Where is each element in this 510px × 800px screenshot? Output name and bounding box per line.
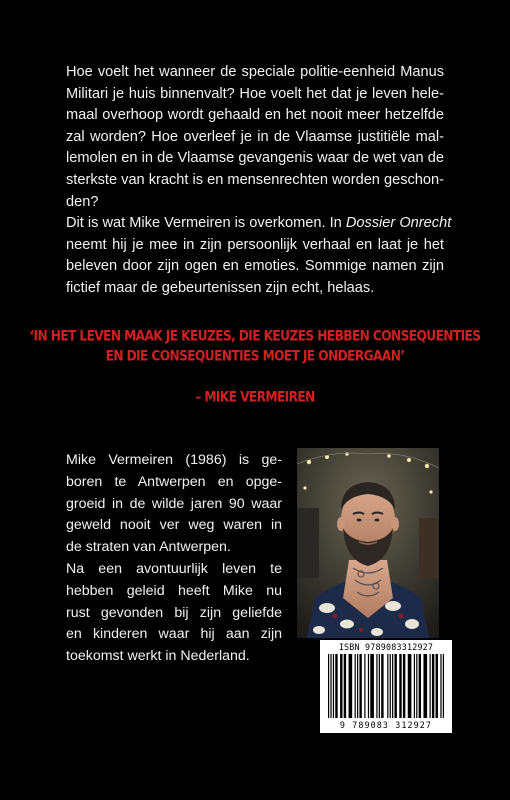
isbn-label: ISBN 9789083312927	[338, 642, 434, 652]
bio-line: geweld nooit ver weg waren in	[66, 517, 282, 534]
barcode-bar	[432, 654, 434, 718]
quote-line: ‘IN HET LEVEN MAAK JE KEUZES, DIE KEUZES HEBBEN CONSEQUENTIES	[29, 327, 481, 345]
intro-line: Militari je huis binnenvalt? Hoe voelt het dat je leven hele-	[66, 85, 444, 102]
bio-line: rust gevonden bij zijn geliefde	[66, 604, 282, 621]
barcode-bar	[330, 654, 331, 718]
barcode-bar	[359, 654, 361, 718]
barcode-bar	[349, 654, 353, 718]
bio-line: toekomst werkt in Nederland.	[66, 648, 250, 665]
intro-line: lemolen en in de Vlaamse gevangenis waar de wet van de	[66, 150, 444, 167]
quote-author: – MIKE VERMEIREN	[195, 388, 315, 406]
intro-line: den?	[66, 193, 99, 210]
barcode-bar	[399, 654, 401, 718]
isbn-barcode	[320, 640, 452, 733]
barcode-bar	[387, 654, 388, 718]
intro-line: sterkste van kracht is en mensenrechten worden geschon-	[66, 171, 445, 188]
story-line	[66, 213, 452, 235]
barcode-bar	[333, 654, 334, 718]
barcode-bar	[408, 654, 412, 718]
story-line: fictief maar de gebeurtenissen zijn echt, helaas.	[66, 279, 375, 296]
book-title: Dossier Onrecht	[345, 215, 452, 231]
bio-line: groeid in de wilde jaren 90 waar	[66, 495, 282, 512]
bio-line: Mike Vermeiren (1986) is ge-	[66, 452, 282, 468]
intro-line: zal worden? Hoe overleef je in de Vlaamse justitiële mal-	[66, 128, 444, 145]
barcode-bar	[443, 654, 444, 718]
bio-line: en kinderen waar hij aan zijn	[66, 626, 282, 643]
barcode-bar	[379, 654, 380, 718]
barcode-bar	[335, 654, 337, 718]
bio-line: hebben geleid heeft Mike nu	[66, 582, 282, 599]
barcode-digits: 9 789083 312927	[339, 720, 433, 730]
barcode-bar	[381, 654, 383, 718]
barcode-bar	[436, 654, 438, 718]
barcode-bar	[392, 654, 393, 718]
intro-paragraph	[66, 62, 444, 213]
bio-line: de straten van Antwerpen.	[66, 539, 231, 556]
author-photo	[297, 448, 439, 638]
barcode-bar	[340, 654, 342, 718]
barcode-bar	[355, 654, 356, 718]
barcode-bar	[370, 654, 374, 718]
bio-line: boren te Antwerpen en opge-	[66, 473, 282, 490]
story-line: neemt hij je mee in zijn persoonlijk verhaal en laat je het	[66, 236, 444, 253]
intro-line: maal overhoop wordt gehaald en het nooit meer hetzelfde	[66, 107, 444, 124]
story-line: beleven door zijn ogen en emoties. Sommige namen zijn	[66, 258, 444, 275]
bio-line: Na een avontuurlijk leven te	[66, 561, 282, 577]
barcode-bar	[416, 654, 417, 718]
barcode-bar	[394, 654, 396, 718]
barcode-bars	[326, 654, 446, 720]
author-bio-paragraph	[66, 559, 282, 668]
barcode-bar	[376, 654, 377, 718]
quote-line: EN DIE CONSEQUENTIES MOET JE ONDERGAAN’	[105, 347, 405, 365]
barcode-bar	[430, 654, 431, 718]
barcode-bar	[328, 654, 329, 718]
barcode-bar	[368, 654, 369, 718]
intro-line: Hoe voelt het wanneer de speciale politie-eenheid Manus	[66, 64, 444, 80]
barcode-bar	[357, 654, 358, 718]
story-line-text: Dit is wat Mike Vermeiren is overkomen. In	[66, 215, 346, 231]
barcode-bar	[390, 654, 391, 718]
author-bio-paragraph	[66, 450, 282, 559]
barcode-bar	[414, 654, 415, 718]
barcode-bar	[344, 654, 346, 718]
barcode-bar	[423, 654, 427, 718]
barcode-bar	[440, 654, 441, 718]
barcode-bar	[403, 654, 405, 718]
story-paragraph	[66, 213, 452, 299]
barcode-bar	[419, 654, 421, 718]
barcode-bar	[364, 654, 365, 718]
